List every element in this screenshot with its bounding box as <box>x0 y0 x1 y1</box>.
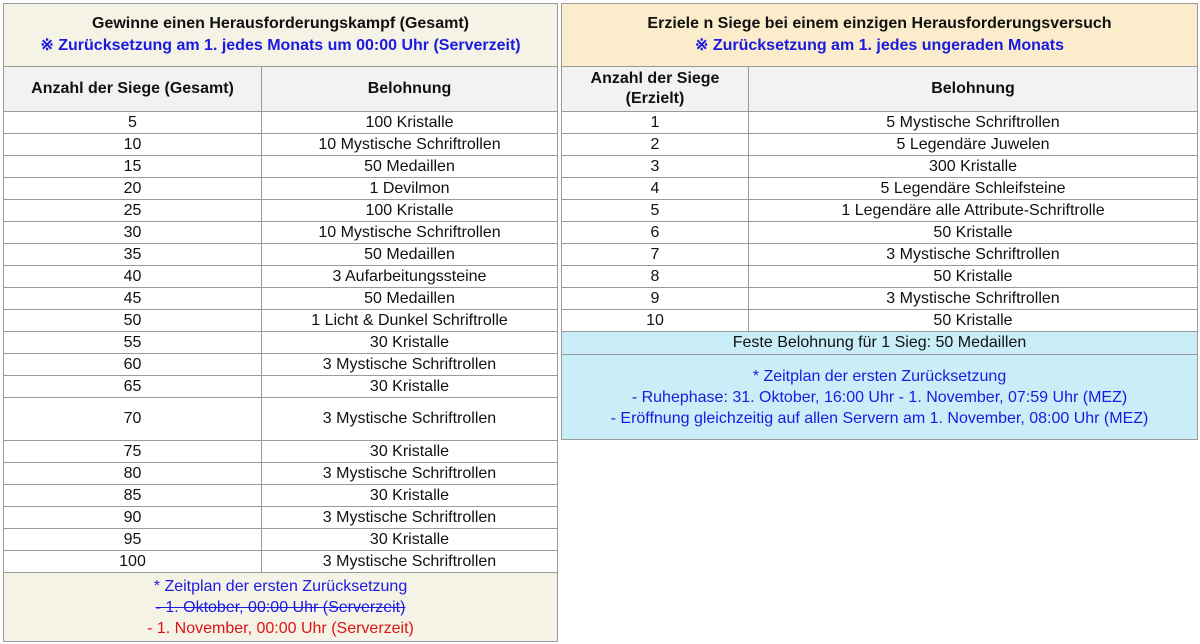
wins-cell: 10 <box>4 134 262 156</box>
schedule-note-opening: - Eröffnung gleichzeitig auf allen Servern am 1. November, 08:00 Uhr (MEZ) <box>610 409 1149 427</box>
wins-cell: 6 <box>562 222 749 244</box>
table-row <box>4 354 558 376</box>
wins-cell: 85 <box>4 485 262 507</box>
reward-cell: 50 Medaillen <box>262 288 558 310</box>
single-attempt-reset-note: ※ Zurücksetzung am 1. jedes ungeraden Monats <box>694 37 1065 54</box>
total-wins-schedule-note <box>4 573 558 642</box>
wins-cell: 65 <box>4 376 262 398</box>
table-row <box>4 463 558 485</box>
reward-cell: 5 Legendäre Schleifsteine <box>749 178 1198 200</box>
wins-cell: 100 <box>4 551 262 573</box>
reward-cell: 100 Kristalle <box>262 200 558 222</box>
reward-cell: 10 Mystische Schriftrollen <box>262 134 558 156</box>
table-row <box>562 222 1198 244</box>
reward-cell: 50 Kristalle <box>749 310 1198 332</box>
wins-cell: 75 <box>4 441 262 463</box>
column-header-wins: Anzahl der Siege (Gesamt) <box>4 67 262 112</box>
reward-cell: 5 Legendäre Juwelen <box>749 134 1198 156</box>
table-row <box>4 529 558 551</box>
reward-cell: 1 Licht & Dunkel Schriftrolle <box>262 310 558 332</box>
total-wins-table <box>3 3 558 642</box>
wins-cell: 15 <box>4 156 262 178</box>
total-wins-rows <box>4 112 558 573</box>
reward-cell: 3 Mystische Schriftrollen <box>262 398 558 441</box>
table-row <box>4 244 558 266</box>
single-attempt-title: Erziele n Siege bei einem einzigen Herausforderungsversuch <box>647 15 1112 32</box>
table-row <box>4 156 558 178</box>
wins-cell: 20 <box>4 178 262 200</box>
reward-cell: 30 Kristalle <box>262 376 558 398</box>
reward-cell: 3 Mystische Schriftrollen <box>749 244 1198 266</box>
table-row <box>562 266 1198 288</box>
wins-cell: 95 <box>4 529 262 551</box>
wins-cell: 60 <box>4 354 262 376</box>
table-row <box>562 156 1198 178</box>
table-row <box>562 200 1198 222</box>
wins-cell: 30 <box>4 222 262 244</box>
column-header-wins-line2: (Erzielt) <box>625 90 685 107</box>
reward-cell: 3 Aufarbeitungssteine <box>262 266 558 288</box>
wins-cell: 10 <box>562 310 749 332</box>
wins-cell: 40 <box>4 266 262 288</box>
table-row <box>562 178 1198 200</box>
table-row <box>4 200 558 222</box>
column-header-reward: Belohnung <box>262 67 558 112</box>
total-wins-reset-note: ※ Zurücksetzung am 1. jedes Monats um 00:00 Uhr (Serverzeit) <box>40 37 521 54</box>
table-row <box>4 288 558 310</box>
single-attempt-table <box>561 3 1198 440</box>
reward-cell: 3 Mystische Schriftrollen <box>262 463 558 485</box>
table-row <box>562 288 1198 310</box>
table-row <box>562 244 1198 266</box>
reward-cell: 50 Kristalle <box>749 266 1198 288</box>
reward-cell: 30 Kristalle <box>262 441 558 463</box>
reward-cell: 50 Kristalle <box>749 222 1198 244</box>
reward-cell: 10 Mystische Schriftrollen <box>262 222 558 244</box>
wins-cell: 25 <box>4 200 262 222</box>
wins-cell: 35 <box>4 244 262 266</box>
reward-cell: 30 Kristalle <box>262 332 558 354</box>
reward-cell: 30 Kristalle <box>262 485 558 507</box>
wins-cell: 50 <box>4 310 262 332</box>
reward-cell: 3 Mystische Schriftrollen <box>262 507 558 529</box>
wins-cell: 45 <box>4 288 262 310</box>
schedule-note-rest-phase: - Ruhephase: 31. Oktober, 16:00 Uhr - 1. November, 07:59 Uhr (MEZ) <box>631 388 1128 406</box>
table-row <box>4 134 558 156</box>
table-row <box>4 551 558 573</box>
reward-cell: 1 Devilmon <box>262 178 558 200</box>
table-row <box>4 507 558 529</box>
reward-cell: 300 Kristalle <box>749 156 1198 178</box>
column-header-reward: Belohnung <box>749 67 1198 112</box>
wins-cell: 4 <box>562 178 749 200</box>
table-row <box>4 398 558 441</box>
table-row <box>4 266 558 288</box>
wins-cell: 3 <box>562 156 749 178</box>
wins-cell: 70 <box>4 398 262 441</box>
single-attempt-schedule-note <box>562 355 1198 440</box>
wins-cell: 90 <box>4 507 262 529</box>
table-row <box>562 134 1198 156</box>
table-row <box>4 376 558 398</box>
wins-cell: 80 <box>4 463 262 485</box>
wins-cell: 7 <box>562 244 749 266</box>
table-row <box>4 441 558 463</box>
table-row <box>4 485 558 507</box>
wins-cell: 8 <box>562 266 749 288</box>
column-header-wins-line1: Anzahl der Siege <box>590 70 720 87</box>
schedule-note-title: * Zeitplan der ersten Zurücksetzung <box>153 577 408 595</box>
schedule-note-old-date: - 1. Oktober, 00:00 Uhr (Serverzeit) <box>155 598 406 616</box>
schedule-note-new-date: - 1. November, 00:00 Uhr (Serverzeit) <box>147 619 414 637</box>
wins-cell: 55 <box>4 332 262 354</box>
reward-cell: 3 Mystische Schriftrollen <box>749 288 1198 310</box>
reward-cell: 1 Legendäre alle Attribute-Schriftrolle <box>749 200 1198 222</box>
schedule-note-title: * Zeitplan der ersten Zurücksetzung <box>752 367 1007 385</box>
table-row <box>562 112 1198 134</box>
table-row <box>4 178 558 200</box>
column-header-wins-achieved <box>562 67 749 112</box>
fixed-reward-note: Feste Belohnung für 1 Sieg: 50 Medaillen <box>562 332 1198 355</box>
total-wins-header <box>4 4 558 67</box>
wins-cell: 5 <box>562 200 749 222</box>
wins-cell: 5 <box>4 112 262 134</box>
single-attempt-rows <box>562 112 1198 332</box>
single-attempt-header <box>562 4 1198 67</box>
reward-cell: 30 Kristalle <box>262 529 558 551</box>
table-row <box>4 222 558 244</box>
reward-cell: 50 Medaillen <box>262 244 558 266</box>
table-row <box>4 112 558 134</box>
reward-cell: 5 Mystische Schriftrollen <box>749 112 1198 134</box>
total-wins-title: Gewinne einen Herausforderungskampf (Gesamt) <box>92 15 469 32</box>
wins-cell: 9 <box>562 288 749 310</box>
reward-cell: 50 Medaillen <box>262 156 558 178</box>
reward-cell: 3 Mystische Schriftrollen <box>262 551 558 573</box>
wins-cell: 1 <box>562 112 749 134</box>
table-row <box>562 310 1198 332</box>
reward-cell: 3 Mystische Schriftrollen <box>262 354 558 376</box>
wins-cell: 2 <box>562 134 749 156</box>
table-row <box>4 332 558 354</box>
table-row <box>4 310 558 332</box>
reward-cell: 100 Kristalle <box>262 112 558 134</box>
